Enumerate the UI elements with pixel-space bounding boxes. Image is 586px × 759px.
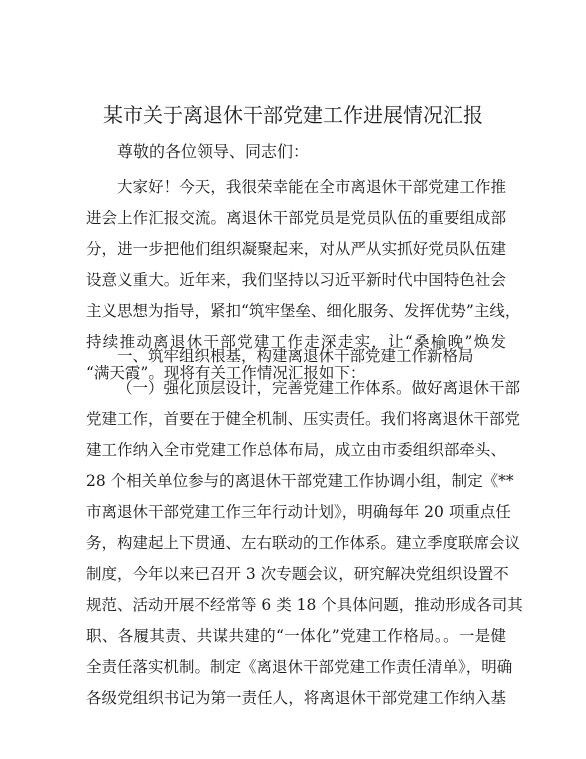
paragraph-line: 职、各履其责、共谋共建的“一体化”党建工作格局。。一是健	[86, 627, 506, 645]
salutation: 尊敬的各位领导、同志们：	[117, 142, 310, 161]
paragraph-line: 28 个相关单位参与的离退休干部党建工作协调小组，制定《**	[86, 472, 514, 490]
paragraph-line: 进会上作汇报交流。离退休干部党员是党员队伍的重要组成部	[86, 209, 506, 227]
paragraph-line: 全责任落实机制。制定《离退休干部党建工作责任清单》，明确	[86, 658, 513, 676]
section-heading: 一、筑牢组织根基，构建离退休干部党建工作新格局	[117, 347, 474, 365]
paragraph-line: 持续推动离退休干部党建工作走深走实，让“桑榆晚”焕发	[86, 333, 506, 351]
paragraph-line: “满天霞”。现将有关工作情况汇报如下：	[86, 364, 366, 382]
paragraph-line: 各级党组织书记为第一责任人，将离退休干部党建工作纳入基	[86, 689, 506, 707]
paragraph-body	[86, 373, 523, 714]
paragraph-line: 规范、活动开展不经常等 6 类 18 个具体问题，推动形成各司其	[86, 596, 523, 614]
paragraph-line: 建工作纳入全市党建工作总体布局，成立由市委组织部牵头、	[86, 441, 506, 459]
document-title: 某市关于离退休干部党建工作进展情况汇报	[103, 103, 483, 127]
paragraph-line: 分，进一步把他们组织凝聚起来，对从严从实抓好党员队伍建	[86, 240, 506, 258]
paragraph-line: 市离退休干部党建工作三年行动计划》，明确每年 20 项重点任	[86, 503, 511, 521]
paragraph-line: 务，构建起上下贯通、左右联动的工作体系。建立季度联席会议	[86, 534, 521, 552]
paragraph-line: 大家好！今天，我很荣幸能在全市离退休干部党建工作推	[117, 178, 506, 196]
paragraph-line: 主义思想为指导，紧扣“筑牢堡垒、细化服务、发挥优势”主线，	[86, 302, 521, 320]
paragraph-line: 设意义重大。近年来，我们坚持以习近平新时代中国特色社会	[86, 271, 506, 289]
paragraph-line: 党建工作，首要在于健全机制、压实责任。我们将离退休干部党	[86, 410, 521, 428]
paragraph-line: 制度，今年以来已召开 3 次专题会议，研究解决党组织设置不	[86, 565, 509, 583]
paragraph-line: （一）强化顶层设计，完善党建工作体系。做好离退休干部	[117, 379, 521, 397]
